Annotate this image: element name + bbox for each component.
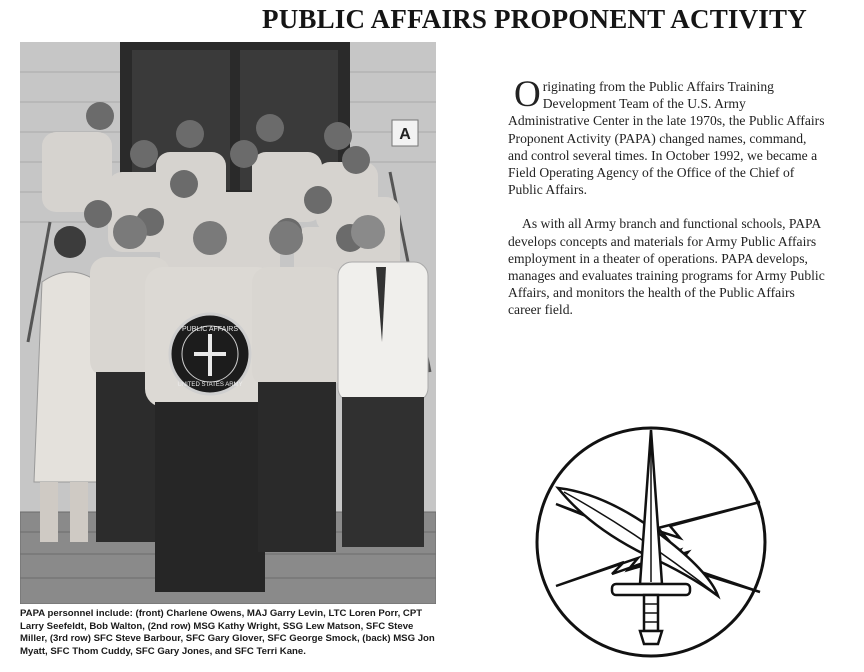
group-photo (20, 42, 436, 604)
paragraph-1-text: riginating from the Public Affairs Training Development Team of the U.S. Army Administrative Center in the late 1970s, the Public Affairs Proponent Activity (PAPA) changed names, command, and control several times. In October 1992, we became a Field Operating Agency of the Office of the Chief of Public Affairs. (508, 79, 825, 198)
page-title: PUBLIC AFFAIRS PROPONENT ACTIVITY (262, 4, 807, 34)
group-photo-image (20, 42, 436, 604)
drop-cap: O (514, 74, 541, 115)
paragraph-1 (508, 74, 828, 198)
door-sign-letter: A (399, 126, 411, 143)
seal-top-text: PUBLIC AFFAIRS (181, 326, 239, 333)
article-body (508, 74, 828, 319)
seal-bottom-text: UNITED STATES ARMY (177, 382, 243, 388)
paragraph-2: As with all Army branch and functional schools, PAPA develops concepts and materials for Army Public Affairs employment in a theater of operations. PAPA develops, manages and evaluates training programs for Army Public Affairs, and monitors the health of the Public Affairs career field. (508, 216, 825, 318)
branch-insignia (520, 424, 782, 660)
photo-caption: PAPA personnel include: (front) Charlene Owens, MAJ Garry Levin, LTC Loren Porr, CPT Larry Seefeldt, Bob Walton, (2nd row) MSG Kathy Wright, SSG Lew Matson, SFC Steve Miller, (3rd row) SFC Steve Barbour, SFC Gary Glover, SFC George Smock, (back) MSG Jon Myatt, SFC Thom Cuddy, SFC Gary Jones, and SFC Terri Kane. (20, 608, 435, 657)
